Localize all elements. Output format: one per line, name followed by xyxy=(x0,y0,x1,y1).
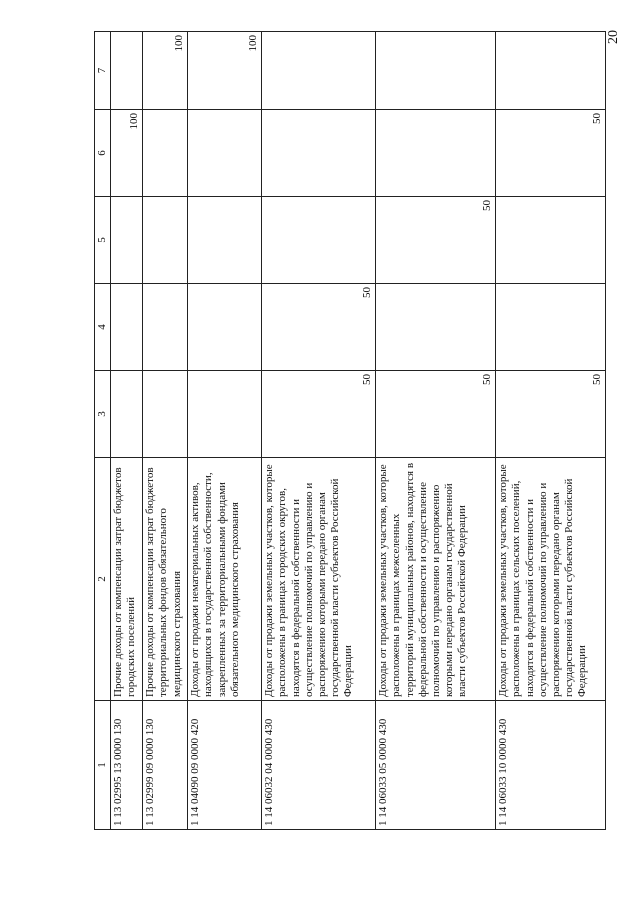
value-cell: 50 xyxy=(376,371,496,458)
column-header: 3 xyxy=(95,371,111,458)
column-header: 6 xyxy=(95,110,111,197)
value-cell xyxy=(143,110,188,197)
column-header: 5 xyxy=(95,197,111,284)
budget-code-cell: 1 14 06032 04 0000 430 xyxy=(262,701,376,830)
value-cell xyxy=(188,110,262,197)
value-cell xyxy=(262,32,376,110)
value-cell xyxy=(262,110,376,197)
table-row xyxy=(376,32,496,830)
value-cell xyxy=(188,371,262,458)
value-cell: 50 xyxy=(376,197,496,284)
revenue-name-cell: Доходы от продажи земельных участков, которые расположены в границах городских округов, находятся в федеральной собственности и осуществление полномочий по управлению и распоряжению которыми передано органам государственной власти субъектов Российской Федерации xyxy=(262,458,376,701)
revenue-name-cell: Доходы от продажи земельных участков, которые расположены в границах сельских поселений, находятся в федеральной собственности и осуществление полномочий по управлению и распоряжению которыми передано органам государственной власти субъектов Российской Федерации xyxy=(496,458,606,701)
value-cell xyxy=(262,197,376,284)
value-cell xyxy=(188,197,262,284)
value-cell: 50 xyxy=(262,371,376,458)
value-cell: 50 xyxy=(262,284,376,371)
revenue-name-cell: Прочие доходы от компенсации затрат бюджетов территориальных фондов обязательного медицинского страхования xyxy=(143,458,188,701)
table-row xyxy=(496,32,606,830)
revenue-table-container xyxy=(94,31,606,830)
budget-code-cell: 1 13 02995 13 0000 130 xyxy=(111,701,143,830)
table-row xyxy=(111,32,143,830)
value-cell xyxy=(143,284,188,371)
value-cell xyxy=(111,197,143,284)
value-cell xyxy=(496,284,606,371)
value-cell xyxy=(376,110,496,197)
revenue-table xyxy=(94,31,606,830)
value-cell xyxy=(496,32,606,110)
value-cell: 100 xyxy=(111,110,143,197)
value-cell xyxy=(496,197,606,284)
budget-code-cell: 1 14 06033 05 0000 430 xyxy=(376,701,496,830)
column-header: 7 xyxy=(95,32,111,110)
value-cell: 100 xyxy=(143,32,188,110)
value-cell xyxy=(111,371,143,458)
revenue-name-cell: Доходы от продажи земельных участков, которые расположены в границах межселенных территорий муниципальных районов, находятся в федеральной собственности и осуществление полномочий по управлению и распоряжению которыми передано органам государственной власти субъектов Российской Федерации xyxy=(376,458,496,701)
value-cell xyxy=(143,197,188,284)
value-cell xyxy=(376,284,496,371)
value-cell xyxy=(111,284,143,371)
budget-code-cell: 1 14 04090 09 0000 420 xyxy=(188,701,262,830)
column-header: 1 xyxy=(95,701,111,830)
page-number: 20 xyxy=(606,30,621,44)
table-row xyxy=(143,32,188,830)
revenue-name-cell: Прочие доходы от компенсации затрат бюджетов городских поселений xyxy=(111,458,143,701)
value-cell xyxy=(111,32,143,110)
table-header-row xyxy=(95,32,111,830)
value-cell: 100 xyxy=(188,32,262,110)
table-row xyxy=(188,32,262,830)
value-cell xyxy=(188,284,262,371)
revenue-name-cell: Доходы от продажи нематериальных активов, находящихся в государственной собственности, закрепленных за территориальными фондами обязательного медицинского страхования xyxy=(188,458,262,701)
column-header: 2 xyxy=(95,458,111,701)
value-cell: 50 xyxy=(496,110,606,197)
value-cell xyxy=(143,371,188,458)
budget-code-cell: 1 13 02999 09 0000 130 xyxy=(143,701,188,830)
column-header: 4 xyxy=(95,284,111,371)
budget-code-cell: 1 14 06033 10 0000 430 xyxy=(496,701,606,830)
value-cell xyxy=(376,32,496,110)
table-row xyxy=(262,32,376,830)
value-cell: 50 xyxy=(496,371,606,458)
